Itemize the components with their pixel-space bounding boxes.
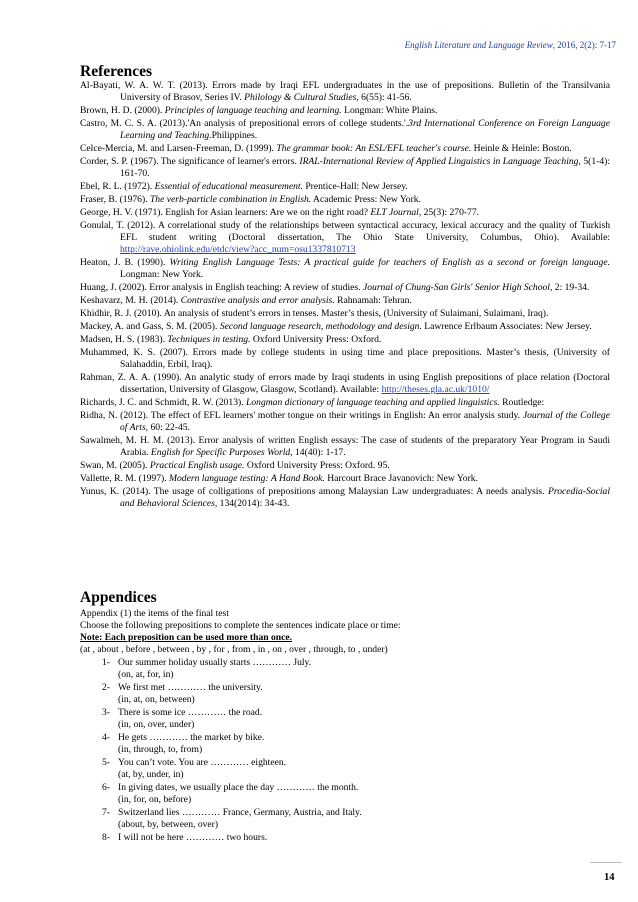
reference-entry [80,156,610,180]
item-number: 6- [102,782,110,793]
test-item [80,707,610,731]
reference-source-title: Second language research, methodology and design. [219,321,422,332]
reference-text: Ridha, N. (2012). The effect of EFL learners' mother tongue on their writings in English: An error analysis study. [80,410,523,421]
reference-entry [80,257,610,281]
test-item [80,657,610,681]
item-sentence: There is some ice ………… the road. [118,707,263,718]
reference-details: Oxford University Press: Oxford. [250,334,382,345]
reference-entry [80,435,610,459]
reference-entry [80,220,610,256]
reference-source-title: Journal of Chung-San Girls' Senior High School, [362,282,553,293]
item-options: (in, at, on, between) [118,694,195,705]
reference-details: Longman: New York. [120,269,204,280]
reference-entry [80,410,610,434]
reference-details: 134(2014): 34-43. [217,498,290,509]
item-sentence: We first met ………… the university. [118,682,263,693]
reference-text: Mackey, A. and Gass, S. M. (2005). [80,321,220,332]
reference-details: 5(1-4): 161-70. [120,156,611,179]
reference-details: Harcourt Brace Javanovich: New York. [324,473,478,484]
reference-entry [80,143,610,155]
item-number: 1- [102,657,110,668]
reference-text: Ebel, R. L. (1972). [80,181,155,192]
appendix-body [80,608,610,845]
reference-text: Fraser, B. (1976). [80,194,150,205]
reference-source-title: Contrastive analysis and error analysis. [180,295,335,306]
reference-entry [80,334,610,346]
reference-source-title: The grammar book: An ESL/EFL teacher's course. [276,143,472,154]
reference-source-title: Philology & Cultural Studies, [244,92,359,103]
item-number: 4- [102,732,110,743]
reference-source-title: IRAL-International Review of Applied Linguistics in Language Teaching, [299,156,581,167]
reference-text: Celce-Mercia, M. and Larsen-Freeman, D. (1999). [80,143,277,154]
reference-entry [80,207,610,219]
test-item-list [80,657,610,844]
reference-source-title: Techniques in testing. [167,334,251,345]
preposition-list: (at , about , before , between , by , for , from , in , on , over , through, to , under) [80,644,388,655]
test-item [80,807,610,831]
item-number: 5- [102,757,110,768]
reference-details: 6(55): 41-56. [358,92,412,103]
item-options: (on, at, for, in) [118,669,174,680]
reference-details: 60: 22-45. [148,422,190,433]
reference-source-title: Procedia-Social and Behavioral Sciences, [120,486,610,509]
reference-source-title: Modern language testing: A Hand Book. [169,473,325,484]
reference-text: Muhammed, K. S. (2007). Errors made by college students in using time and place prepositions. Master’s thesis, (University of Salahaddin, Erbil, Iraq). [80,347,610,370]
reference-entry [80,194,610,206]
item-number: 8- [102,832,110,843]
item-number: 3- [102,707,110,718]
appendix-instructions: Choose the following prepositions to complete the sentences indicate place or time: [80,620,401,631]
item-options: (in, for, on, before) [118,794,192,805]
reference-entry [80,473,610,485]
test-item [80,682,610,706]
test-item [80,832,610,844]
item-sentence: In giving dates, we usually place the day ………… the month. [118,782,359,793]
reference-entry [80,282,610,294]
item-number: 7- [102,807,110,818]
reference-entry [80,295,610,307]
page-number: 14 [604,872,615,883]
test-item [80,782,610,806]
reference-source-title: The verb-particle combination in English. [149,194,312,205]
reference-text: Gonulal, T. (2012). A correlational study of the relationships between syntactical accuracy, lexical accuracy and the quality of Turkish EFL student writing (Doctoral dissertation, The Ohio State University, Columbus, Ohio). Available: [80,220,610,243]
reference-details: Rahnamah: Tehran. [334,295,412,306]
reference-list [80,80,610,511]
reference-source-title: Journal of the College of Arts, [120,410,610,433]
reference-source-title: Practical English usage. [149,460,245,471]
reference-details: 25(3): 270-77. [421,207,480,218]
reference-entry [80,486,610,510]
appendix-title: Appendix (1) the items of the final test [80,608,229,619]
reference-text: Yunus, K. (2014). The usage of colligations of prepositions among Malaysian Law undergraduates: A needs analysis. [80,486,548,497]
reference-entry [80,105,610,117]
reference-text: Al-Bayati, W. A. W. T. (2013). Errors made by Iraqi EFL undergraduates in the use of prepositions. Bulletin of the Transilvania University of Brasov, Series IV. [80,80,610,103]
reference-text: Vallette, R. M. (1997). [80,473,169,484]
reference-details: Lawrence Erlbaum Associates: New Jersey. [421,321,592,332]
item-options: (about, by, between, over) [118,819,219,830]
reference-entry [80,118,610,142]
reference-link[interactable]: http://theses.gla.ac.uk/1010/ [381,384,490,395]
appendices-heading: Appendices [80,589,157,606]
item-number: 2- [102,682,110,693]
reference-details: 2: 19-34. [552,282,590,293]
item-sentence: Switzerland lies ………… France, Germany, Austria, and Italy. [118,807,362,818]
appendix-note: Note: Each preposition can be used more than once. [80,632,293,643]
reference-source-title: Longman dictionary of language teaching and applied linguistics. [246,397,500,408]
item-sentence: You can’t vote. You are ………… eighteen. [118,757,287,768]
reference-entry [80,308,610,320]
reference-details: Oxford University Press: Oxford. 95. [244,460,390,471]
reference-text: Keshavarz, M. H. (2014). [80,295,181,306]
reference-text: Khidhir, R. J. (2010). An analysis of student’s errors in tenses. Master’s thesis, (University of Sulaimani, Sulaimani, Iraq). [80,308,549,319]
footer-rule [590,862,622,863]
reference-source-title: Writing English Language Tests: A practical guide for teachers of English as a second or foreign language. [169,257,610,268]
reference-details: Routledge: [499,397,545,408]
item-sentence: I will not be here ………… two hours. [118,832,268,843]
reference-details: Prentice-Hall: New Jersey. [302,181,408,192]
item-options: (in, through, to, from) [118,744,203,755]
reference-source-title: Principles of language teaching and learning. [164,105,342,116]
reference-entry [80,347,610,371]
item-sentence: He gets ………… the market by bike. [118,732,265,743]
journal-header [405,40,616,50]
reference-text: Huang, J. (2002). Error analysis in English teaching: A review of studies. [80,282,363,293]
reference-source-title: Essential of educational measurement. [154,181,303,192]
journal-citation: , 2016, 2(2): 7-17 [552,40,616,50]
reference-link[interactable]: http://rave.ohiolink.edu/etdc/view?acc_num=osu1337810713 [120,244,356,255]
test-item [80,757,610,781]
reference-text: Corder, S. P. (1967). The significance of learner's errors. [80,156,300,167]
reference-details: Academic Press: New York. [311,194,421,205]
reference-entry [80,181,610,193]
reference-text: Castro, M. C. S. A. (2013).'An analysis of prepositional errors of college students.'. [80,118,409,129]
reference-source-title: 3rd International Conference on Foreign Language Learning and Teaching. [120,118,610,141]
references-heading: References [80,63,153,80]
test-item [80,732,610,756]
reference-text: Rahman, Z. A. A. (1990). An analytic study of errors made by Iraqi students in using English prepositions of place relation (Doctoral dissertation, University of Glasgow, Glasgow, Scotland). Available: [80,372,610,395]
reference-source-title: English for Specific Purposes World, [150,447,293,458]
reference-text: Heaton, J. B. (1990). [80,257,170,268]
reference-details: 14(40): 1-17. [292,447,346,458]
item-options: (in, on, over, under) [118,719,195,730]
reference-details: Heinle & Heinle: Boston. [471,143,572,154]
journal-title: English Literature and Language Review [404,40,553,50]
reference-text: Richards, J. C. and Schmidt, R. W. (2013). [80,397,247,408]
reference-details: Longman: White Plains. [341,105,438,116]
reference-text: Brown, H. D. (2000). [80,105,165,116]
reference-text: Sawalmeh, M. H. M. (2013). Error analysis of written English essays: The case of students of the preparatory Year Program in Saudi Arabia. [80,435,610,458]
reference-text: Madsen, H. S. (1983). [80,334,168,345]
reference-entry [80,321,610,333]
reference-entry [80,397,610,409]
reference-entry [80,80,610,104]
reference-entry [80,460,610,472]
reference-source-title: ELT Journal, [370,207,422,218]
item-options: (at, by, under, in) [118,769,184,780]
reference-text: George, H. V. (1971). English for Asian learners: Are we on the right road? [80,207,371,218]
reference-entry [80,372,610,396]
reference-details: Philippines. [211,130,258,141]
reference-text: Swan, M. (2005). [80,460,150,471]
item-sentence: Our summer holiday usually starts ………… July. [118,657,312,668]
